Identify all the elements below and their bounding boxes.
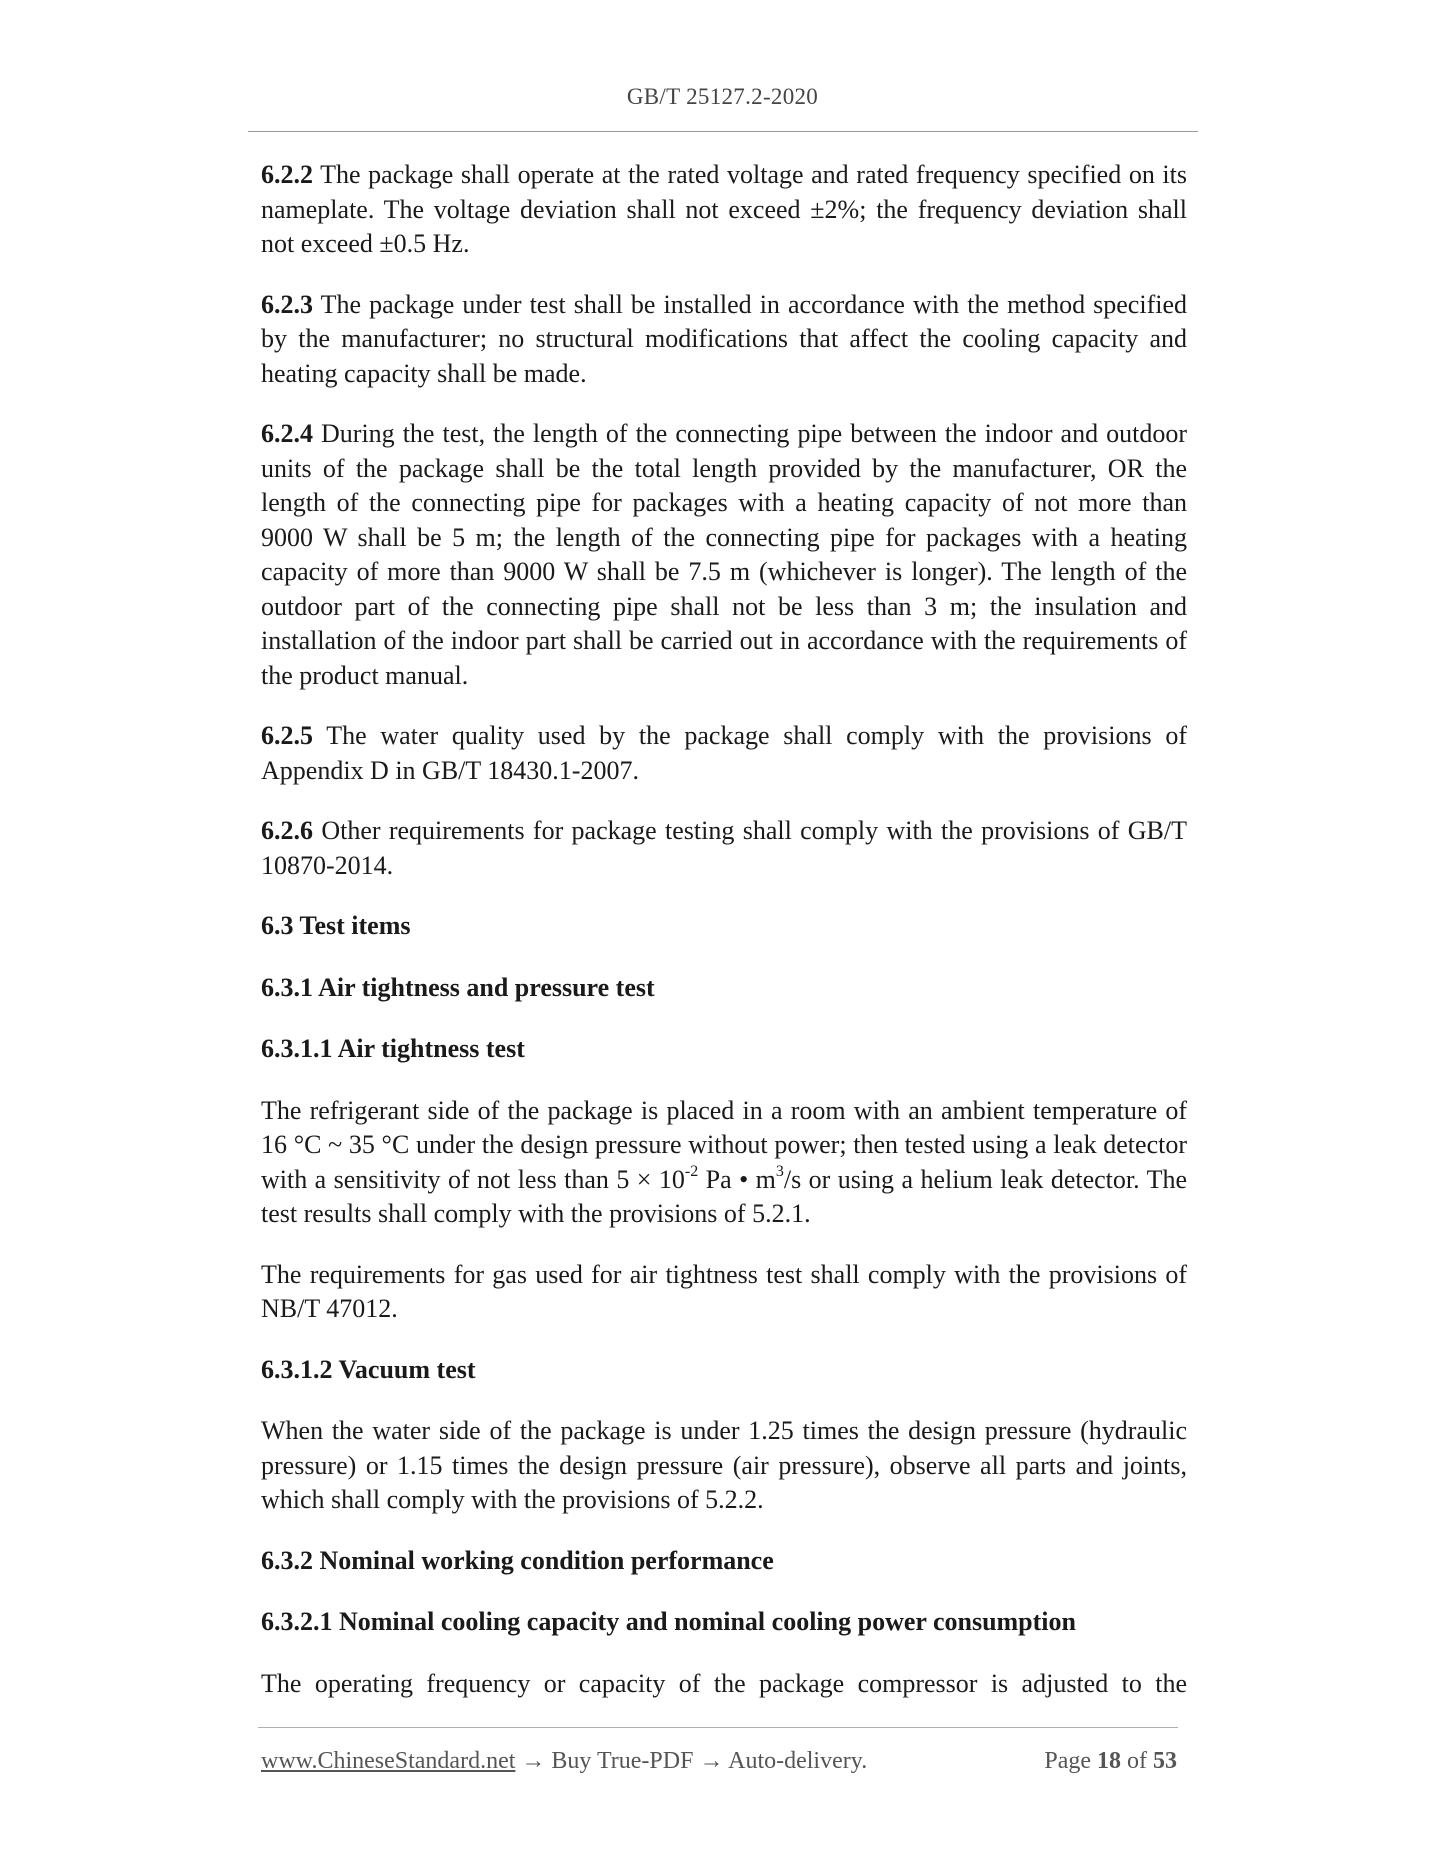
heading-6-3: 6.3 Test items xyxy=(261,911,411,940)
text-segment: Pa • m xyxy=(698,1164,776,1194)
clause-6-2-6 xyxy=(261,814,1187,883)
clause-number: 6.2.5 xyxy=(261,721,313,750)
document-header: GB/T 25127.2-2020 xyxy=(626,84,819,109)
site-link[interactable]: www.ChineseStandard.net xyxy=(261,1748,516,1774)
clause-text: The package shall operate at the rated voltage and rated frequency specified on its nameplate. The voltage deviation shall not exceed ±2%; the frequency deviation shall not exceed ±0.5 Hz. xyxy=(261,160,1187,258)
heading-6-3-1: 6.3.1 Air tightness and pressure test xyxy=(261,972,655,1002)
page-label: Page xyxy=(1044,1748,1097,1774)
clause-text: The package under test shall be installed in accordance with the method specified by the manufacturer; no structural modifications that affect the cooling capacity and heating capacity shall be made. xyxy=(261,289,1187,388)
of-label: of xyxy=(1121,1748,1153,1774)
clause-number: 6.2.2 xyxy=(261,160,313,189)
clause-6-2-4 xyxy=(261,417,1187,693)
footer-divider xyxy=(258,1727,1178,1728)
clause-6-2-3 xyxy=(261,288,1187,392)
clause-text: During the test, the length of the connecting pipe between the indoor and outdoor units of the package shall be the total length provided by the manufacturer, OR the length of the connecting pipe for packages with a heating capacity of not more than 9000 W shall be 5 m; the length of the connecting pipe for packages with a heating capacity of more than 9000 W shall be 7.5 m (whichever is longer). The length of the outdoor part of the connecting pipe shall not be less than 3 m; the insulation and installation of the indoor part shall be carried out in accordance with the requirements of the product manual. xyxy=(261,419,1187,690)
page-counter xyxy=(1044,1748,1177,1775)
page-total: 53 xyxy=(1153,1748,1177,1774)
document-body xyxy=(261,158,1187,1701)
paragraph-gas-requirements: The requirements for gas used for air tightness test shall comply with the provisions of NB/T 47012. xyxy=(261,1259,1187,1323)
clause-6-2-2 xyxy=(261,158,1187,262)
clause-number: 6.2.3 xyxy=(261,289,313,319)
heading-6-3-2: 6.3.2 Nominal working condition performance xyxy=(261,1545,774,1575)
promo-text: → Buy True-PDF → Auto-delivery. xyxy=(515,1748,868,1774)
exponent: 3 xyxy=(775,1162,784,1180)
clause-number: 6.2.4 xyxy=(261,419,313,448)
clause-text: The water quality used by the package shall comply with the provisions of Appendix D in GB/T 18430.1-2007. xyxy=(261,721,1187,785)
clause-number: 6.2.6 xyxy=(261,816,313,845)
page-number: 18 xyxy=(1097,1748,1121,1774)
paragraph-vacuum-test: When the water side of the package is under 1.25 times the design pressure (hydraulic pressure) or 1.15 times the design pressure (air pressure), observe all parts and joints, which shall comply with the provisions of 5.2.2. xyxy=(261,1416,1187,1514)
heading-6-3-1-2: 6.3.1.2 Vacuum test xyxy=(261,1354,476,1384)
heading-6-3-1-1: 6.3.1.1 Air tightness test xyxy=(261,1034,525,1063)
clause-6-2-5 xyxy=(261,719,1187,788)
exponent: -2 xyxy=(684,1162,699,1180)
clause-text: Other requirements for package testing shall comply with the provisions of GB/T 10870-2014. xyxy=(261,816,1187,880)
header-divider xyxy=(248,131,1198,132)
text-segment: The refrigerant side of the package is placed in a room with an ambient temperature of 16 °C ~ 35 °C under the design pressure without power; then tested using a leak detector with a sensitivity of not less than 5 × 10 xyxy=(261,1095,1187,1194)
footer-promo xyxy=(261,1748,867,1775)
paragraph-air-tightness xyxy=(261,1094,1187,1232)
heading-6-3-2-1: 6.3.2.1 Nominal cooling capacity and nominal cooling power consumption xyxy=(261,1607,1076,1636)
paragraph-cooling-capacity: The operating frequency or capacity of the package compressor is adjusted to the xyxy=(261,1668,1187,1698)
text-segment: /s or using a helium leak detector. The test results shall comply with the provisions of 5.2.1. xyxy=(261,1164,1188,1228)
